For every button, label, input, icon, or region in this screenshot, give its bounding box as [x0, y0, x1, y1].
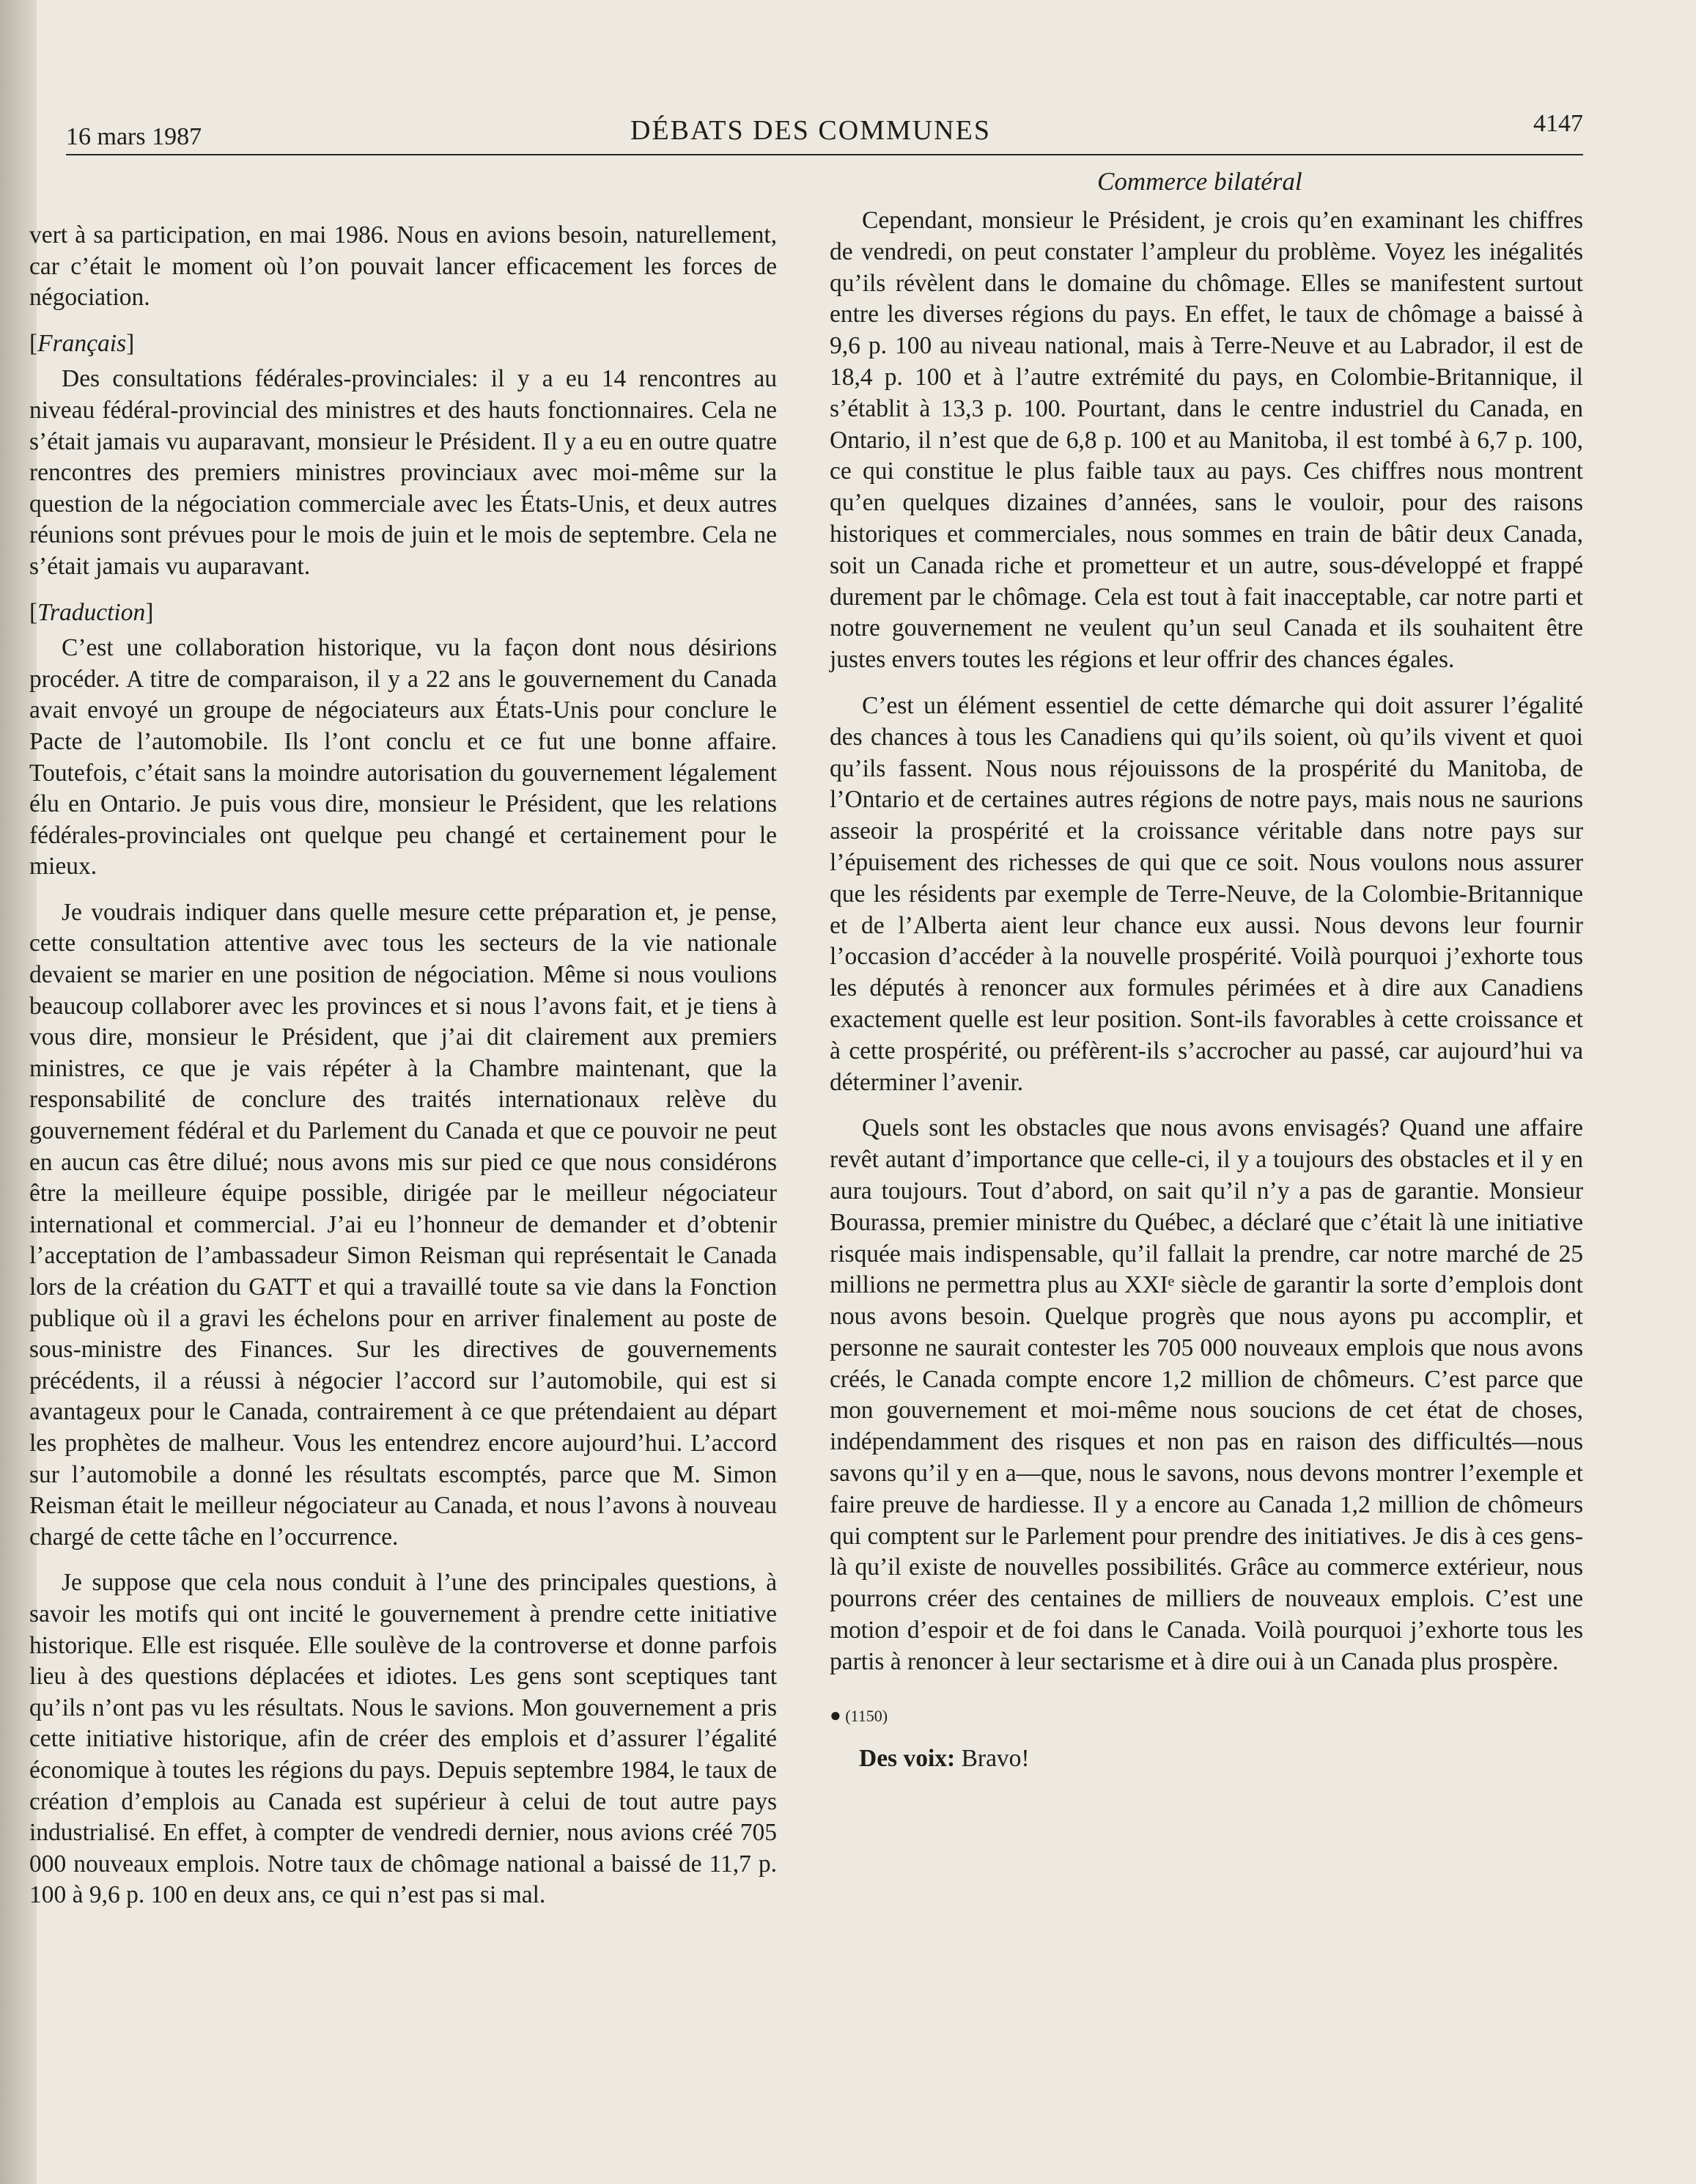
- paragraph: C’est une collaboration historique, vu la façon dont nous désirions procéder. A titre de comparaison, il y a 22 ans le gouvernement du Canada avait envoyé un groupe de négociateurs aux États-Unis pour conclure le Pacte de l’automobile. Ils l’ont conclu et ce fut une bonne affaire. Toutefois, c’était sans la moindre autorisation du gouvernement légalement élu en Ontario. Je puis vous dire, monsieur le Président, que les relations fédérales-provinciales ont quelque peu changé et certainement pour le mieux.: [29, 634, 777, 880]
- header-rule: [66, 154, 1583, 155]
- header-title: DÉBATS DES COMMUNES: [630, 115, 991, 146]
- interjection: [859, 1743, 1583, 1775]
- time-stamp: [830, 1700, 1583, 1732]
- language-marker: [Français]: [29, 329, 135, 357]
- bullet-icon: ●: [830, 1704, 841, 1726]
- paragraph: vert à sa participation, en mai 1986. Nous en avions besoin, naturellement, car c’était le moment où l’on pouvait lancer efficacement les forces de négociation.: [29, 221, 777, 312]
- paragraph: C’est un élément essentiel de cette démarche qui doit assurer l’égalité des chances à tous les Canadiens qui qu’ils soient, où qu’ils vivent et quoi qu’ils fassent. Nous nous réjouissons de la prospérité du Manitoba, de l’Ontario et de certaines autres régions de notre pays, mais nous ne saurions asseoir la prospérité et la croissance véritable dans notre pays sur l’épuisement des richesses de qui que ce soit. Nous voulons nous assurer que les résidents par exemple de Terre-Neuve, de la Colombie-Britannique et de l’Alberta aient leur chance eux aussi. Nous devons leur fournir l’occasion d’accéder à la nouvelle prospérité. Voilà pourquoi j’exhorte tous les députés à renoncer aux formules périmées et à dire aux Canadiens exactement quelle est leur position. Sont-ils favorables à cette croissance et à cette prospérité, ou préfèrent-ils s’accrocher au passé, car aujourd’hui va déterminer l’avenir.: [830, 691, 1583, 1096]
- interjection-text: Bravo!: [961, 1745, 1030, 1773]
- language-marker-text: Traduction: [37, 598, 146, 626]
- paragraph: Je voudrais indiquer dans quelle mesure cette préparation et, je pense, cette consultation attentive avec tous les secteurs de la vie nationale devaient se marier en une position de négociation. Même si nous voulions beaucoup collaborer avec les provinces et si nous l’avons fait, et je tiens à vous dire, monsieur le Président, que j’ai dit clairement aux premiers ministres, ce que je vais répéter à la Chambre maintenant, que la responsabilité de conclure des traités internationaux relève du gouvernement fédéral et du Parlement du Canada et que ce pouvoir ne peut en aucun cas être dilué; nous avons mis sur pied ce que nous considérons être la meilleure équipe possible, dirigée par le meilleur négociateur international et commercial. J’ai eu l’honneur de demander et d’obtenir l’acceptation de l’ambassadeur Simon Reisman qui représentait le Canada lors de la création du GATT et qui a travaillé toute sa vie dans la Fonction publique où il a gravi les échelons pour en arriver finalement au poste de sous-ministre des Finances. Sur les directives de gouvernements précédents, il a réussi à négocier l’accord sur l’automobile, qui est si avantageux pour le Canada, contrairement à ce que prétendaient au départ les prophètes de malheur. Vous les entendrez encore aujourd’hui. L’accord sur l’automobile a donné les résultats escomptés, parce que M. Simon Reisman était le meilleur négociateur au Canada, et nous l’avons à nouveau chargé de cette tâche en l’occurrence.: [29, 898, 777, 1551]
- language-marker-text: Français: [37, 329, 127, 357]
- right-column: [830, 205, 1583, 1775]
- left-column: [29, 220, 777, 1926]
- paragraph: Cependant, monsieur le Président, je crois qu’en examinant les chiffres de vendredi, on peut constater l’ampleur du problème. Voyez les inégalités qu’ils révèlent dans le domaine du chômage. Elles se manifestent surtout entre les diverses régions du pays. En effet, le taux de chômage a baissé à 9,6 p. 100 au niveau national, mais à Terre-Neuve et au Labrador, il est de 18,4 p. 100 et à l’autre extrémité du pays, en Colombie-Britannique, il s’établit à 13,3 p. 100. Pourtant, dans le centre industriel du Canada, en Ontario, il n’est que de 6,8 p. 100 et au Manitoba, il est tombé à 6,7 p. 100, ce qui constitue le plus faible taux au pays. Ces chiffres nous montrent qu’en quelques dizaines d’années, sans le vouloir, pour des raisons historiques et commerciales, nous sommes en train de bâtir deux Canada, soit un Canada riche et prometteur et un autre, sous-développé et frappé durement par le chômage. Cela est tout à fait inacceptable, car notre parti et notre gouvernement ne veulent qu’un seul Canada et ils souhaitent être justes envers toutes les régions et leur offrir des chances égales.: [830, 207, 1583, 674]
- language-marker: [Traduction]: [29, 598, 154, 626]
- header-date: 16 mars 1987: [66, 123, 202, 150]
- interjection-speaker: Des voix:: [859, 1745, 956, 1773]
- page-number: 4147: [1533, 110, 1583, 137]
- paragraph: Quels sont les obstacles que nous avons envisagés? Quand une affaire revêt autant d’importance que celle-ci, il y a toujours des obstacles et il y en aura toujours. Tout d’abord, on sait qu’il n’y a pas de garantie. Monsieur Bourassa, premier ministre du Québec, a déclaré que c’était là une initiative risquée mais indispensable, qu’il fallait la prendre, car notre marché de 25 millions ne permettra plus au XXIᵉ siècle de garantir la sorte d’emplois dont nous avons besoin. Quelque progrès que nous ayons pu accomplir, et personne ne saurait contester les 705 000 nouveaux emplois que nous avons créés, le Canada compte encore 1,2 million de chômeurs. C’est parce que mon gouvernement et moi-même nous soucions de cet état de choses, indépendamment des risques et non pas en raison des difficultés—nous savons qu’il y en a—que, nous le savons, nous devons montrer l’exemple et faire preuve de hardiesse. Il y a encore au Canada 1,2 million de chômeurs qui comptent sur le Parlement pour prendre des initiatives. Je dis à ces gens-là qu’il existe de nouvelles possibilités. Grâce au commerce extérieur, nous pourrons créer des centaines de milliers de nouveaux emplois. C’est une motion d’espoir et de foi dans le Canada. Voilà pourquoi j’exhorte tous les partis à renoncer à leur sectarisme et à dire oui à un Canada plus prospère.: [830, 1114, 1583, 1675]
- time-stamp-text: (1150): [845, 1706, 888, 1725]
- section-subject: Commerce bilatéral: [1097, 167, 1302, 196]
- page-header: [66, 110, 1583, 154]
- paragraph: Je suppose que cela nous conduit à l’une des principales questions, à savoir les motifs qui ont incité le gouvernement à prendre cette initiative historique. Elle est risquée. Elle soulève de la controverse et donne parfois lieu à des questions déplacées et idiotes. Les gens sont sceptiques tant qu’ils n’ont pas vu les résultats. Nous le savions. Mon gouvernement a pris cette initiative historique, afin de créer des emplois et d’assurer l’égalité économique à toutes les régions du pays. Depuis septembre 1984, le taux de création d’emplois au Canada est supérieur à celui de tout autre pays industrialisé. En effet, à compter de vendredi dernier, nous avions créé 705 000 nouveaux emplois. Notre taux de chômage national a baissé de 11,7 p. 100 à 9,6 p. 100 en deux ans, ce qui n’est pas si mal.: [29, 1569, 777, 1909]
- paragraph: Des consultations fédérales-provinciales: il y a eu 14 rencontres au niveau fédéral-provincial des ministres et des hauts fonctionnaires. Cela ne s’était jamais vu auparavant, monsieur le Président. Il y a eu en outre quatre rencontres des premiers ministres provinciaux avec moi-même sur la question de la négociation commerciale avec les États-Unis, et deux autres réunions sont prévues pour le mois de juin et le mois de septembre. Cela ne s’était jamais vu auparavant.: [29, 365, 777, 580]
